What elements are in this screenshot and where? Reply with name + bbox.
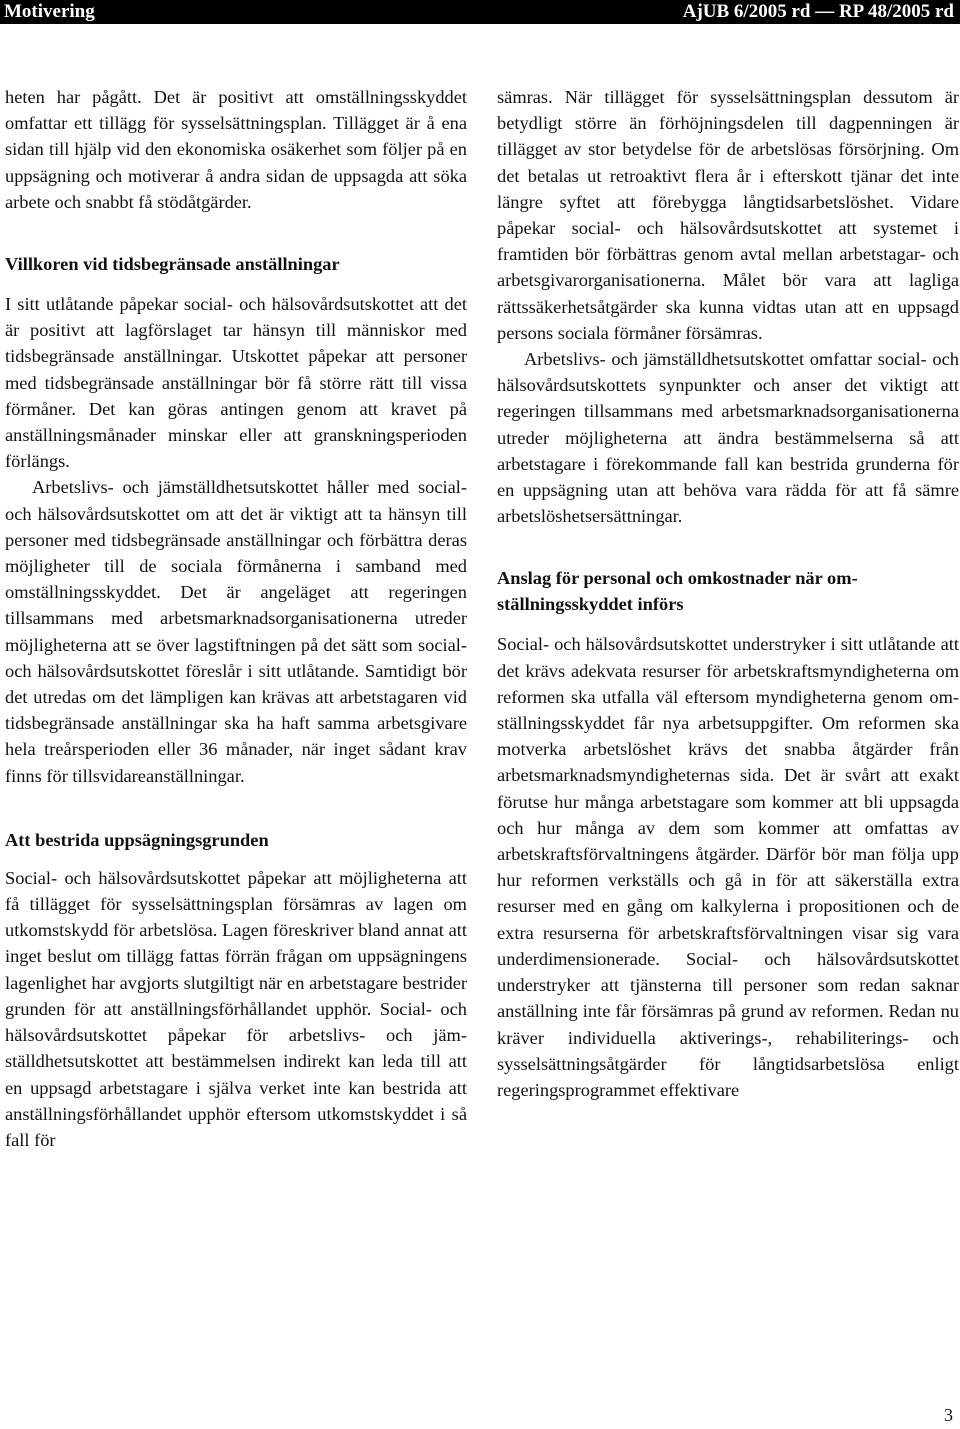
paragraph: Arbetslivs- och jämställdhetsutskottet håller med social- och hälsovårdsutskottet om att det är viktigt att ta hänsyn till personer med tidsbegränsade anställningar och förbättra deras möjligheter till de sociala förmånerna i samband med omställningsskyddet. Det är angeläget att regeringen tillsammans med arbetsmarknadsorganisationerna utreder möjligheterna att se över lagstiftningen på det sätt som social- och hälsovårdsutskottet föreslår i sitt utlåtande. Samtidigt bör det utredas om det lämpligen kan krävas att arbetstagaren vid tidsbegränsade anställningar ska ha haft samma arbetsgivare hela treårsperioden eller 36 månader, när inget sådant krav finns för tillsvidareanställningar. xyxy=(5,477,467,786)
paragraph: Social- och hälsovårdsutskottet påpekar att möjligheterna att få tillägget för sysselsättningsplan försämras av lagen om utkomstskydd för arbetslösa. Lagen föreskriver bland annat att inget beslut om tillägg fattas förrän frågan om uppsägningens lagenlighet har avgjorts slutgiltigt när en arbetstagare bestrider grunden för att anställningsförhållandet upphör. Social- och hälsovårdsutskottet påpekar för arbetslivs- och jämställdhetsutskottet att bestämmelsen indirekt kan leda till att en uppsagd arbetstagare i själva verket inte kan bestrida att anställningsförhållandet upphör eftersom utkomstskyddet i så fall för xyxy=(5,867,467,1150)
right-column xyxy=(497,84,959,1103)
paragraph: Arbetslivs- och jämställdhetsutskottet omfattar social- och hälsovårdsutskottets synpunkter och anser det viktigt att regeringen tillsammans med arbetsmarknadsorganisationerna utreder möjligheterna att ändra bestämmelserna så att arbetstagare i förekommande fall kan bestrida grunderna för en uppsägning utan att behöva vara rädda för att få sämre arbetslöshetsersättningar. xyxy=(497,349,959,527)
section-heading: Anslag för personal och omkostnader när omställningsskyddet införs xyxy=(497,568,858,615)
paragraph: I sitt utlåtande påpekar social- och hälsovårdsutskottet att det är positivt att lagförslaget tar hänsyn till människor med tidsbegränsade anställningar. Utskottet påpekar att personer med tidsbegränsade anställningar bör få större rätt till vissa förmåner. Det kan göras antingen genom att kravet på anställningsmånader minskar eller att granskningsperioden förlängs. xyxy=(5,294,467,472)
section-heading: Villkoren vid tidsbegränsade anställningar xyxy=(5,254,340,275)
paragraph: heten har pågått. Det är positivt att omställningsskyddet omfattar ett tillägg för sysselsättningsplan. Tillägget är å ena sidan till hjälp vid den ekonomiska osäkerhet som följer på en uppsägning och motiverar å andra sidan de uppsagda att söka arbete och snabbt få stödåtgärder. xyxy=(5,87,467,212)
paragraph: sämras. När tillägget för sysselsättningsplan dessutom är betydligt större än förhöjningsdelen till dagpenningen är tillägget av stor betydelse för de arbetslösas försörjning. Om det betalas ut retroaktivt flera år i efterskott tjänar det inte längre syftet att förebygga långtidsarbetslöshet. Vidare påpekar social- och hälsovårdsutskottet att systemet i framtiden bör förbättras genom avtal mellan arbetstagar- och arbetsgivarorganisationerna. Målet bör vara att lagliga rättssäkerhetsåtgärder ska kunna vidtas utan att en uppsagd persons sociala förmåner försämras. xyxy=(497,87,959,343)
header-section-title: Motivering xyxy=(4,1,95,22)
left-column xyxy=(5,84,467,1153)
header-document-reference: AjUB 6/2005 rd — RP 48/2005 rd xyxy=(682,1,954,22)
running-header xyxy=(0,0,960,24)
paragraph: Social- och hälsovårdsutskottet understryker i sitt utlåtande att det krävs adekvata resurser för arbetskraftsmyndigheterna om reformen ska utfalla väl eftersom myndigheterna genom omställningsskyddet får nya arbetsuppgifter. Om reformen ska motverka arbetslöshet krävs det snabba åtgärder från arbetsmarknadsmyndigheternas sida. Det är svårt att exakt förutse hur många arbetstagare som kommer att bli uppsagda och hur många av dem som kommer att omfattas av arbetskraftsförvaltningens åtgärder. Därför bör man följa upp hur reformen verkställs och gå in för att säkerställa extra resurser med en gång om kalkylerna i propositionen och de extra resurserna för arbetskraftsförvaltningen visar sig vara underdimensionerade. Social- och hälsovårdsutskottet understryker att tjänsterna till personer som redan saknar anställning inte får försämras på grund av reformen. Redan nu kräver individuella aktiverings-, rehabiliterings- och sysselsättningsåtgärder för långtidsarbetslösa enligt regeringsprogrammet effektivare xyxy=(497,634,959,1100)
page-number: 3 xyxy=(944,1405,953,1425)
section-heading: Att bestrida uppsägningsgrunden xyxy=(5,829,269,850)
